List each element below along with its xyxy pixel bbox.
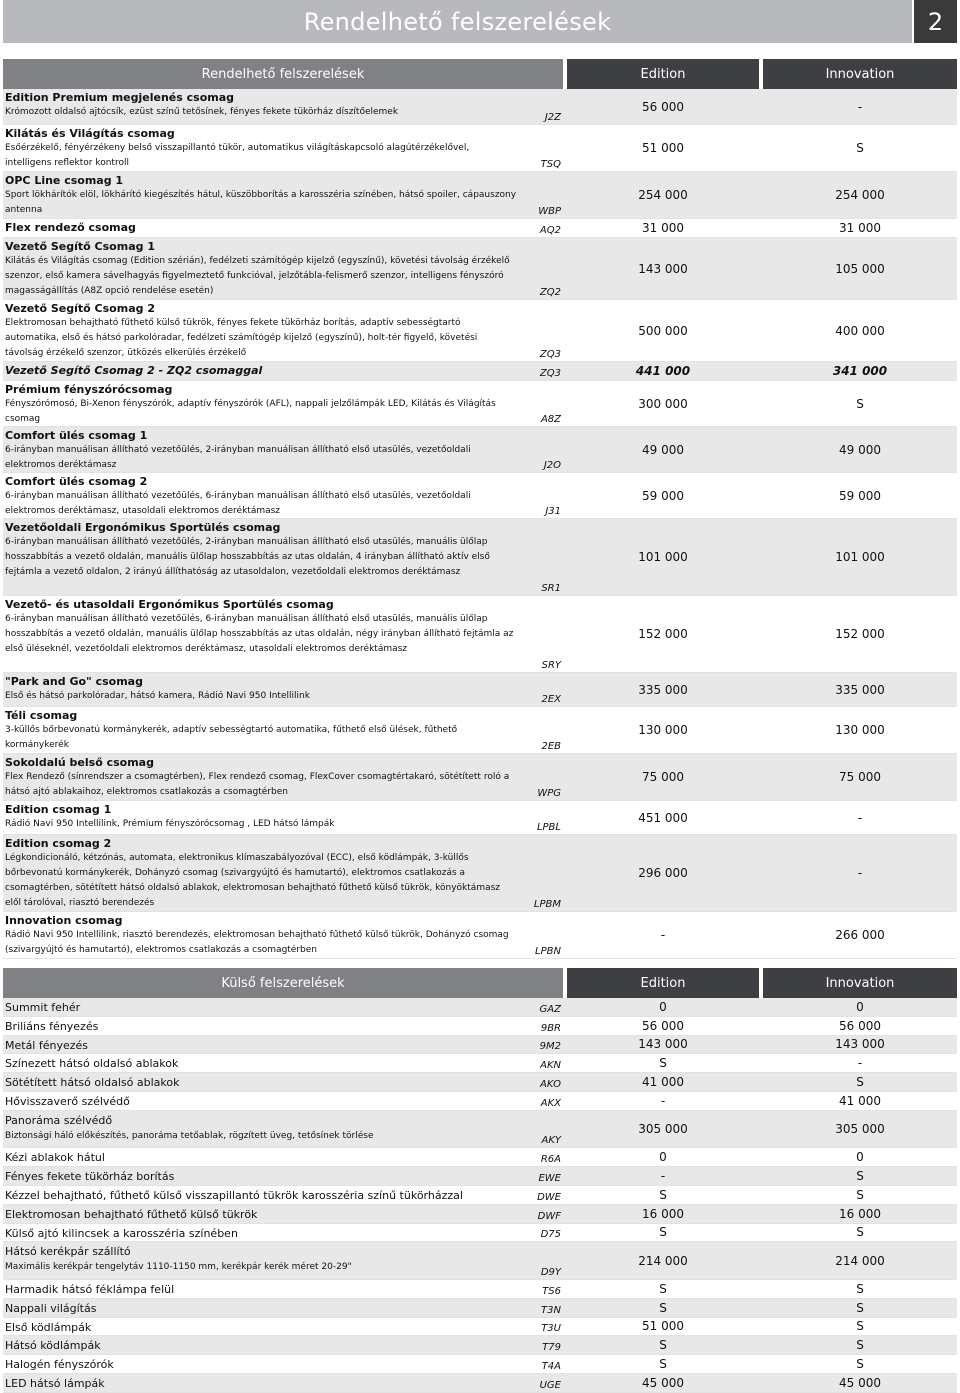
price-innovation: S: [763, 1073, 957, 1091]
option-code: D75: [540, 1229, 561, 1241]
price-innovation: 254 000: [763, 172, 957, 218]
row-description: [3, 1167, 563, 1185]
price-innovation: S: [856, 141, 864, 155]
price-edition: 0: [659, 1150, 667, 1165]
option-code: A8Z: [540, 414, 561, 425]
row-detail: Maximális kerékpár tengelytáv 1110-1150 mm, kerékpár kerék méret 20-29": [5, 1262, 352, 1273]
row-title: Sokoldalú belső csomag: [5, 756, 154, 769]
price-innovation: 45 000: [763, 1374, 957, 1392]
row-title: Edition Premium megjelenés csomag: [5, 91, 235, 104]
price-innovation: 143 000: [763, 1036, 957, 1054]
price-edition: S: [567, 1299, 759, 1317]
row-title: Kézzel behajtható, fűthető külső visszapillantó tükrök karosszéria színű tükörházzal: [5, 1188, 463, 1202]
table-row: [3, 754, 957, 801]
row-title: Halogén fényszórók: [5, 1358, 114, 1372]
option-code: 9BR: [540, 1022, 561, 1034]
price-edition: -: [660, 1093, 666, 1108]
row-detail: Biztonsági háló előkészítés, panoráma tetőablak, rögzített üveg, tetősínek törlése: [5, 1130, 374, 1141]
row-title: Vezető Segítő Csomag 1: [5, 240, 155, 253]
table-row: [3, 219, 957, 238]
price-edition: 143 000: [567, 238, 759, 299]
table-row: [3, 362, 957, 381]
table-row: [3, 1336, 957, 1355]
table-row: [3, 1374, 957, 1393]
price-innovation: 335 000: [763, 673, 957, 706]
option-code: AKN: [540, 1060, 561, 1072]
row-detail: Esőérzékelő, fényérzékeny belső visszapillantó tükör, automatikus világításkapcsoló alagútérzékelővel, intelligens reflektor kontroll: [5, 143, 470, 168]
price-innovation: 341 000: [763, 362, 957, 380]
table-row: [3, 1092, 957, 1111]
option-code: T3U: [541, 1323, 561, 1335]
price-edition: 59 000: [642, 488, 684, 503]
row-title: Panoráma szélvédő: [5, 1113, 113, 1127]
price-edition: 143 000: [567, 1036, 759, 1054]
price-edition: 214 000: [567, 1242, 759, 1279]
row-title: Hátsó kerékpár szállító: [5, 1245, 131, 1259]
price-innovation: 56 000: [839, 1018, 881, 1033]
row-detail: 6-irányban manuálisan állítható vezetőülés, 6-irányban manuálisan állítható első utasülés, vezetőoldali elektromos deréktámasz, utasoldali elektromos deréktámasz: [5, 491, 471, 516]
option-code: WBP: [538, 206, 561, 217]
price-innovation: S: [856, 1319, 864, 1334]
table-body: [3, 998, 957, 1393]
row-description: [3, 707, 563, 753]
row-detail: Kilátás és Világítás csomag (Edition szérián), fedélzeti számítógép kijelző (egyszínű), követési távolság érzékelő szenzor, első kamera sávelhagyás figyelmeztető funkcióval, jelzőtábla-felismerő szenzor, intelligens fényszóró magasságállítás (A8Z opció rendelése esetén): [5, 256, 510, 296]
row-title: Comfort ülés csomag 1: [5, 429, 148, 442]
price-innovation: -: [763, 835, 957, 911]
price-innovation: 214 000: [763, 1242, 957, 1279]
row-title: Kézi ablakok hátul: [5, 1151, 105, 1165]
table-row: [3, 1224, 957, 1243]
option-code: 2EB: [541, 741, 561, 752]
price-innovation: 305 000: [763, 1111, 957, 1148]
price-innovation: S: [763, 1167, 957, 1185]
row-description: [3, 1280, 563, 1298]
price-innovation: -: [857, 1056, 863, 1071]
page-title: Rendelhető felszerelések: [3, 0, 912, 43]
row-description: [3, 519, 563, 595]
table-header: [3, 59, 957, 89]
price-edition: S: [659, 1187, 667, 1202]
option-code: D9Y: [540, 1266, 561, 1278]
row-title: Színezett hátsó oldalsó ablakok: [5, 1057, 179, 1071]
price-innovation: S: [856, 1187, 864, 1202]
row-description: [3, 300, 563, 361]
section-title: Rendelhető felszerelések: [3, 59, 563, 89]
row-title: LED hátsó lámpák: [5, 1376, 105, 1390]
row-title: OPC Line csomag 1: [5, 174, 124, 187]
row-detail: Flex Rendező (sínrendszer a csomagtérben), Flex rendező csomag, FlexCover csomagtértakaró, sötétített roló a hátsó ajtó ablakaihoz, elektromos csatlakozás a csomagtérben: [5, 772, 510, 797]
row-description: [3, 1205, 563, 1223]
price-innovation: S: [763, 1336, 957, 1354]
price-edition: S: [567, 1336, 759, 1354]
option-code: LPBM: [533, 899, 561, 910]
row-description: [3, 172, 563, 218]
option-code: TS6: [542, 1285, 561, 1297]
table-body: [3, 89, 957, 959]
price-innovation: 75 000: [763, 754, 957, 800]
price-edition: S: [659, 1056, 667, 1071]
row-title: Kilátás és Világítás csomag: [5, 127, 175, 140]
price-edition: 296 000: [567, 835, 759, 911]
row-title: Nappali világítás: [5, 1301, 97, 1315]
row-description: [3, 1242, 563, 1279]
option-code: 2EX: [541, 694, 561, 705]
row-detail: Krómozott oldalsó ajtócsík, ezüst színű tetősínek, fényes fekete tükörház díszítőelemek: [5, 107, 399, 117]
option-code: J2Z: [544, 112, 561, 123]
table-row: [3, 912, 957, 959]
row-description: [3, 125, 563, 171]
page-header: [3, 0, 957, 43]
row-description: [3, 912, 563, 958]
option-code: ZQ3: [539, 368, 561, 379]
price-edition: 305 000: [567, 1111, 759, 1148]
row-description: [3, 1299, 563, 1317]
row-description: [3, 89, 563, 124]
page-number: 2: [914, 0, 957, 43]
row-description: [3, 754, 563, 800]
row-description: [3, 1224, 563, 1242]
option-code: ZQ2: [539, 287, 561, 298]
row-description: [3, 1017, 563, 1035]
option-code: R6A: [540, 1154, 561, 1166]
price-innovation: 31 000: [839, 221, 881, 235]
table-row: [3, 381, 957, 427]
option-code: LPBL: [536, 822, 561, 833]
row-description: [3, 381, 563, 426]
row-title: Téli csomag: [5, 709, 78, 722]
table-row: [3, 1186, 957, 1205]
row-description: [3, 1054, 563, 1072]
section-title: Külső felszerelések: [3, 968, 563, 998]
row-title: Vezető- és utasoldali Ergonómikus Sportülés csomag: [5, 598, 334, 611]
price-edition: 49 000: [567, 427, 759, 472]
row-detail: Légkondicionáló, kétzónás, automata, elektronikus klímaszabályozóval (ECC), első ködlámpák, 3-küllős bőrbevonatú kormánykerék, Dohányzó csomag (szivargyújtó és hamutartó), elektromos csatlakozás a csomagtérben, sötétített hátsó oldalsó ablakok, elektromosan behajtható fűthető külső tükrök, könyöktámasz elől tárolóval, riasztó berendezés: [5, 853, 501, 908]
row-detail: Első és hátsó parkolóradar, hátsó kamera, Rádió Navi 950 Intellilink: [5, 691, 310, 701]
price-innovation: S: [856, 1225, 864, 1240]
row-title: Hátsó ködlámpák: [5, 1339, 101, 1353]
price-edition: -: [567, 1167, 759, 1185]
option-code: DWF: [537, 1210, 561, 1222]
price-edition: 451 000: [638, 810, 688, 825]
row-description: [3, 673, 563, 706]
price-edition: 51 000: [642, 141, 684, 155]
price-innovation: 400 000: [835, 323, 885, 338]
row-detail: Elektromosan behajtható fűthető külső tükrök, fényes fekete tükörház borítás, adaptív sebességtartó automatika, első és hátsó parkolóradar, fedélzeti számítógép kijelző (egyszínű), holt-tér figyelő, követési távolság érzékelő szenzor, ütközés elkerülés érzékelő: [5, 318, 478, 358]
table-row: [3, 172, 957, 219]
table-row: [3, 89, 957, 125]
table-row: [3, 1355, 957, 1374]
price-edition: S: [659, 1225, 667, 1240]
row-title: Fényes fekete tükörház borítás: [5, 1170, 175, 1184]
option-code: T3N: [541, 1304, 561, 1316]
table-row: [3, 1205, 957, 1224]
price-edition: 335 000: [567, 673, 759, 706]
row-description: [3, 1355, 563, 1373]
row-detail: 6-irányban manuálisan állítható vezetőülés, 6-irányban manuálisan állítható első utasülés, manuális ülőlap hosszabbítás a vezető oldalán, manuális ülőlap hosszabbítás az utas oldalán, négy irányban állítható fejtámla az első üléseknél, vezetőoldali elektromos deréktámasz, utasoldali elektromos deréktámasz: [5, 614, 514, 654]
option-code: WPG: [537, 788, 561, 799]
option-code: T79: [542, 1342, 561, 1354]
price-edition: 254 000: [567, 172, 759, 218]
price-innovation: 130 000: [835, 723, 885, 737]
row-detail: 6-irányban manuálisan állítható vezetőülés, 2-irányban manuálisan állítható első utasülés, manuális ülőlap hosszabbítás a vezető oldalán, manuális ülőlap hosszabbítás az utas oldalán, 4 irányban állítható aktív első fejtámla a vezető oldalon, 2 irányú állíthatóság az utasoldalon, vezetőoldali elektromos deréktámasz: [5, 537, 490, 577]
price-edition: 16 000: [567, 1205, 759, 1223]
table-row: [3, 1054, 957, 1073]
row-description: [3, 362, 563, 380]
price-edition: 300 000: [638, 396, 688, 411]
price-innovation: 101 000: [763, 519, 957, 595]
price-edition: 56 000: [567, 89, 759, 124]
row-title: Külső ajtó kilincsek a karosszéria színében: [5, 1226, 238, 1240]
row-description: [3, 835, 563, 911]
row-title: "Park and Go" csomag: [5, 675, 143, 688]
row-detail: Rádió Navi 950 Intellilink, Prémium fényszórócsomag , LED hátsó lámpák: [5, 819, 335, 829]
row-description: [3, 1374, 563, 1392]
row-description: [3, 801, 563, 834]
row-description: [3, 998, 563, 1016]
exterior-table: [3, 968, 957, 1393]
option-code: J2O: [543, 460, 561, 471]
col-innovation: Innovation: [763, 968, 957, 998]
option-code: SR1: [541, 583, 561, 594]
row-description: [3, 238, 563, 299]
table-row: [3, 1148, 957, 1167]
row-title: Edition csomag 2: [5, 837, 112, 850]
row-title: Sötétített hátsó oldalsó ablakok: [5, 1076, 180, 1090]
row-title: Vezető Segítő Csomag 2 - ZQ2 csomaggal: [5, 364, 263, 377]
row-title: Comfort ülés csomag 2: [5, 475, 148, 488]
price-innovation: -: [857, 810, 863, 825]
option-code: AQ2: [539, 225, 561, 236]
option-code: UGE: [539, 1379, 561, 1391]
table-row: [3, 596, 957, 673]
table-row: [3, 1036, 957, 1055]
row-description: [3, 427, 563, 472]
option-code: J31: [545, 506, 561, 517]
table-row: [3, 1299, 957, 1318]
price-edition: 41 000: [567, 1073, 759, 1091]
table-row: [3, 300, 957, 362]
price-edition: 75 000: [567, 754, 759, 800]
option-code: SRY: [541, 660, 561, 671]
option-code: ZQ3: [539, 349, 561, 360]
table-row: [3, 238, 957, 300]
price-innovation: 266 000: [835, 928, 885, 942]
option-code: T4A: [541, 1360, 561, 1372]
price-innovation: 41 000: [839, 1093, 881, 1108]
row-detail: 3-küllős bőrbevonatú kormánykerék, adaptív sebességtartó automatika, fűthető első ülések, fűthető kormánykerék: [5, 725, 458, 750]
row-title: Hővisszaverő szélvédő: [5, 1094, 130, 1108]
row-description: [3, 596, 563, 672]
option-code: LPBN: [535, 946, 561, 957]
row-title: Vezetőoldali Ergonómikus Sportülés csomag: [5, 521, 281, 534]
table-header: [3, 968, 957, 998]
row-title: Briliáns fényezés: [5, 1019, 99, 1033]
table-row: [3, 1111, 957, 1149]
price-edition: 130 000: [638, 723, 688, 737]
price-innovation: 105 000: [763, 238, 957, 299]
table-row: [3, 519, 957, 596]
table-row: [3, 1318, 957, 1337]
price-innovation: S: [856, 1281, 864, 1296]
row-description: [3, 473, 563, 518]
table-row: [3, 1167, 957, 1186]
table-row: [3, 673, 957, 707]
price-innovation: 0: [763, 998, 957, 1016]
option-code: TSQ: [540, 159, 561, 170]
table-row: [3, 427, 957, 473]
price-innovation: S: [856, 1357, 864, 1372]
price-edition: S: [659, 1281, 667, 1296]
price-edition: 56 000: [642, 1018, 684, 1033]
price-innovation: 59 000: [839, 488, 881, 503]
option-code: 9M2: [539, 1041, 561, 1053]
row-description: [3, 1036, 563, 1054]
row-description: [3, 1318, 563, 1336]
price-edition: 500 000: [638, 323, 688, 338]
row-detail: Fényszórómosó, Bi-Xenon fényszórók, adaptív fényszórók (AFL), nappali jelzőlámpák LED, Kilátás és Világítás csomag: [5, 399, 496, 424]
row-description: [3, 1092, 563, 1110]
option-code: AKX: [540, 1097, 561, 1109]
row-title: Harmadik hátsó féklámpa felül: [5, 1282, 175, 1296]
row-title: Első ködlámpák: [5, 1320, 92, 1334]
row-title: Innovation csomag: [5, 914, 123, 927]
col-edition: Edition: [567, 59, 759, 89]
price-innovation: 152 000: [835, 627, 885, 641]
row-title: Vezető Segítő Csomag 2: [5, 302, 155, 315]
col-innovation: Innovation: [763, 59, 957, 89]
row-title: Elektromosan behajtható fűthető külső tükrök: [5, 1207, 258, 1221]
table-row: [3, 707, 957, 754]
price-edition: 0: [567, 998, 759, 1016]
row-description: [3, 1111, 563, 1148]
table-row: [3, 1242, 957, 1280]
price-edition: 152 000: [638, 627, 688, 641]
row-detail: Sport lökhárítók elöl, lökhárító kiegészítés hátul, küszöbborítás a karosszéria színében, hátsó spoiler, cápauszony antenna: [5, 190, 517, 215]
price-edition: 45 000: [567, 1374, 759, 1392]
price-edition: 51 000: [642, 1319, 684, 1334]
options-table: [3, 59, 957, 959]
col-edition: Edition: [567, 968, 759, 998]
row-title: Summit fehér: [5, 1001, 81, 1014]
option-code: DWE: [537, 1191, 561, 1203]
price-edition: 31 000: [642, 221, 684, 235]
row-title: Flex rendező csomag: [5, 221, 136, 234]
option-code: AKY: [541, 1135, 561, 1147]
row-description: [3, 1073, 563, 1091]
row-title: Edition csomag 1: [5, 803, 112, 816]
price-edition: 101 000: [567, 519, 759, 595]
table-row: [3, 801, 957, 835]
price-innovation: -: [763, 89, 957, 124]
row-detail: Rádió Navi 950 Intellilink, riasztó berendezés, elektromosan behajtható fűthető külső tükrök, Dohányzó csomag (szivargyújtó és hamutartó), elektromos csatlakozás a csomagtérben: [5, 930, 509, 955]
price-innovation: 0: [856, 1150, 864, 1165]
row-description: [3, 1336, 563, 1354]
table-row: [3, 473, 957, 519]
row-title: Metál fényezés: [5, 1038, 89, 1052]
table-row: [3, 998, 957, 1017]
price-edition: S: [659, 1357, 667, 1372]
table-row: [3, 125, 957, 172]
table-row: [3, 1017, 957, 1036]
table-row: [3, 1073, 957, 1092]
row-title: Prémium fényszórócsomag: [5, 383, 173, 396]
row-description: [3, 1148, 563, 1166]
row-description: [3, 219, 563, 237]
price-innovation: S: [856, 396, 864, 411]
option-code: GAZ: [539, 1003, 561, 1015]
table-row: [3, 1280, 957, 1299]
price-innovation: 49 000: [763, 427, 957, 472]
price-innovation: 16 000: [763, 1205, 957, 1223]
option-code: EWE: [538, 1172, 561, 1184]
row-detail: 6-irányban manuálisan állítható vezetőülés, 2-irányban manuálisan állítható első utasülés, vezetőoldali elektromos deréktámasz: [5, 445, 471, 470]
option-code: AKO: [539, 1078, 561, 1090]
price-edition: -: [660, 928, 666, 942]
table-row: [3, 835, 957, 912]
price-edition: 441 000: [567, 362, 759, 380]
row-description: [3, 1186, 563, 1204]
price-innovation: S: [763, 1299, 957, 1317]
